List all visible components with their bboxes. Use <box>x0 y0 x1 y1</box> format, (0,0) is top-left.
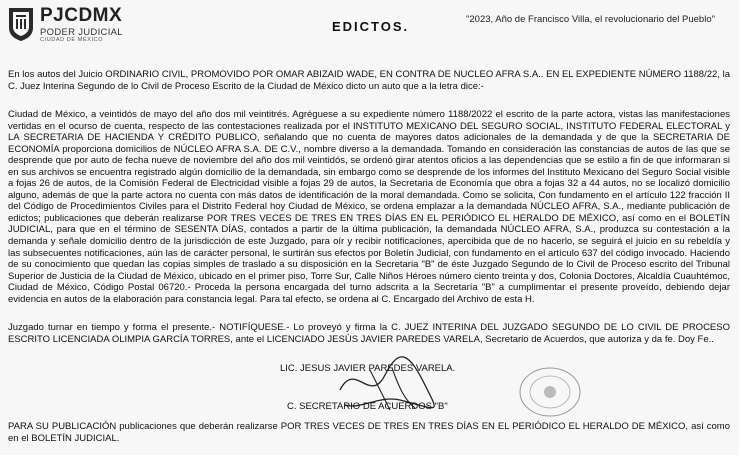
pjcdmx-logo <box>6 6 131 42</box>
document-title: EDICTOS. <box>332 19 410 34</box>
logo-name: PJCDMX <box>40 5 123 26</box>
intro-paragraph: En los autos del Juicio ORDINARIO CIVIL, PROMOVIDO POR OMAR ABIZAID WADE, EN CONTRA DE NUCLEO AFRA S.A.. EN EL EXPEDIENTE NÚMERO 1188/22, la C. Juez Interina Segundo de lo Civil de Proceso Escrito de la Ciudad de México dicto un auto que a la letra dice:- <box>8 69 730 92</box>
publication-note: PARA SU PUBLICACIÓN publicaciones que deberán realizarse POR TRES VECES DE TRES EN TRES DÍAS EN EL PERIÓDICO EL HERALDO DE MÉXICO, así como en el BOLETÍN JUDICIAL. <box>8 421 730 444</box>
logo-line1: PODER JUDICIAL <box>40 27 123 38</box>
year-motto: "2023, Año de Francisco Villa, el revolucionario del Pueblo" <box>466 14 715 25</box>
signer-name: LIC. JESUS JAVIER PAREDES VARELA. <box>280 363 456 374</box>
auto-paragraph: Ciudad de México, a veintidós de mayo del año dos mil veintitrés. Agréguese a su expediente número 1188/2022 el escrito de la parte actora, vistas las manifestaciones vertidas en el ocurso de cuenta, respecto de las contestaciones realizada por el INSTITUTO MEXICANO DEL SEGURO SOCIAL, INSTITUTO FEDERAL ELECTORAL y LA SECRETARIA DE HACIENDA Y CRÉDITO PUBLICO, señalando que no cuenta de mayores datos adicionales de la demandada y de que la SECRETARIA DE ECONOMÍA proporciona domicilios de NÚCLEO AFRA S.A. DE C.V., nombre diverso a la demandada. Tomando en consideración las constancias de autos de las que se desprende que por auto de fecha nueve de noviembre del año dos mil veintidós, se ordenó girar atentos oficios a las dependencias que se estilo a fin de que informaran si en sus archivos se encuentra registrado algún domicilio de la demandada, sin embargo como se desprende de los informes del Instituto Mexicano del Seguro Social visible a fojas 26 de autos, de la Comisión Federal de Electricidad visible a fojas 29 de autos, la Secretaria de Economía que obra a fojas 32 a 44 autos, no se localizó domicilio alguno, además de que la parte actora no cuenta con más datos de identificación de la moral demandada. Como se solicita, Con fundamento en el artículo 122 fracción II del Código de Procedimientos Civiles para el Distrito Federal hoy Ciudad de México, se ordena emplazar a la demandada NÚCLEO AFRA, S.A., mediante publicación de edictos; publicaciones que deberán realizarse POR TRES VECES DE TRES EN TRES DÍAS EN EL PERIÓDICO EL HERALDO DE MÉXICO, así como en el BOLETÍN JUDICIAL, para que en el término de SESENTA DÍAS, contados a partir de la última publicación, la demandada NÚCLEO AFRA, S.A., produzca su contestación a la demanda y señale domicilio dentro de la jurisdicción de este Juzgado, para oír y recibir notificaciones, apercibida que de no hacerlo, se seguirá el juicio en su rebeldía y las subsecuentes notificaciones, aún las de carácter personal, le surtirán sus efectos por Boletín Judicial, con fundamento en el artículo 637 del código invocado. Haciendo de su conocimiento que quedan las copias simples de traslado a su disposición en la Secretaria "B" de éste Juzgado Segundo de lo Civil de Proceso escrito del Tribunal Superior de Justicia de la Ciudad de México, ubicado en el primer piso, Torre Sur, Calle Niños Héroes número ciento treinta y dos, Colonia Doctores, Alcaldía Cuauhtémoc, Ciudad de México, Código Postal 06720.- Proceda la persona encargada del turno adscrita a la Secretaría "B" a cumplimentar el presente proveído, debiendo dejar evidencia en autos de la elaboración para constancia legal. Para tal efecto, se ordena al C. Encargado del Archivo de esta H. <box>8 109 730 305</box>
logo-line2: CIUDAD DE MÉXICO <box>40 37 104 43</box>
closing-paragraph: Juzgado turnar en tiempo y forma el presente.- NOTIFÍQUESE.- Lo proveyó y firma la C. JUEZ INTERINA DEL JUZGADO SEGUNDO DE LO CIVIL DE PROCESO ESCRITO LICENCIADA OLIMPIA GARCÍA TORRES, ante el LICENCIADO JESÚS JAVIER PAREDES VARELA, Secretario de Acuerdos, que autoriza y da fe. Doy Fe.. <box>8 322 730 345</box>
shield-emblem-icon <box>6 6 36 42</box>
signer-title: C. SECRETARIO DE ACUERDOS "B" <box>287 401 448 412</box>
court-stamp-icon <box>515 365 585 420</box>
